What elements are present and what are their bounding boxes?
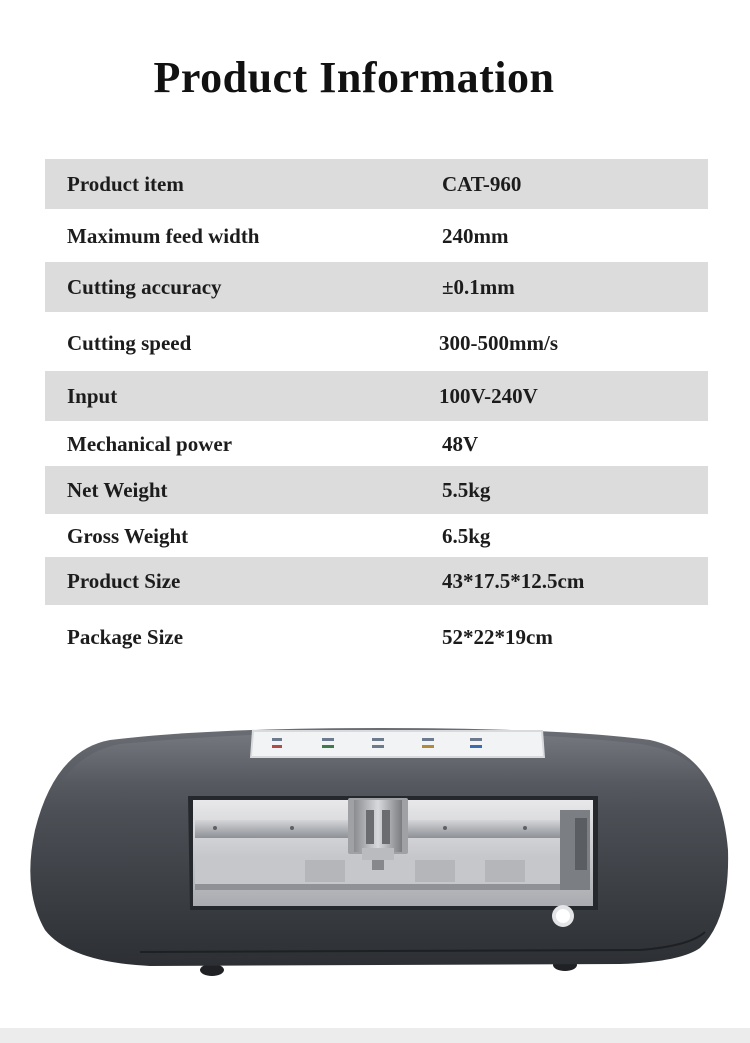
cutting-machine-image [0, 700, 750, 1043]
page-title: Product Information [153, 53, 555, 102]
spec-row-input [45, 371, 708, 421]
spec-label: Product Size [67, 568, 181, 593]
spec-row-cutting-accuracy [45, 262, 708, 312]
spec-value: 100V-240V [439, 383, 538, 408]
spec-label: Input [67, 383, 118, 408]
bottom-strip [0, 1028, 750, 1043]
spec-row-max-feed-width [45, 211, 708, 261]
spec-label: Maximum feed width [67, 223, 260, 248]
spec-row-product-item [45, 159, 708, 209]
spec-value: 52*22*19cm [442, 624, 553, 649]
spec-label: Cutting speed [67, 330, 192, 355]
spec-label: Package Size [67, 624, 184, 649]
spec-value: 300-500mm/s [439, 330, 558, 355]
spec-label: Product item [67, 171, 184, 196]
spec-value: 5.5kg [442, 477, 491, 502]
spec-row-product-size [45, 557, 708, 605]
spec-value: 43*17.5*12.5cm [442, 568, 585, 593]
spec-value: 6.5kg [442, 523, 491, 548]
spec-row-package-size [45, 614, 708, 660]
spec-label: Cutting accuracy [67, 274, 222, 299]
spec-label: Gross Weight [67, 523, 189, 548]
spec-row-mechanical-power [45, 422, 708, 466]
spec-value: 240mm [442, 223, 509, 248]
spec-value: 48V [442, 431, 479, 456]
spec-value: ±0.1mm [442, 274, 515, 299]
spec-value: CAT-960 [442, 171, 522, 196]
spec-label: Mechanical power [67, 431, 233, 456]
spec-row-net-weight [45, 466, 708, 514]
spec-label: Net Weight [67, 477, 168, 502]
spec-row-gross-weight [45, 515, 708, 557]
spec-row-cutting-speed [45, 317, 708, 369]
